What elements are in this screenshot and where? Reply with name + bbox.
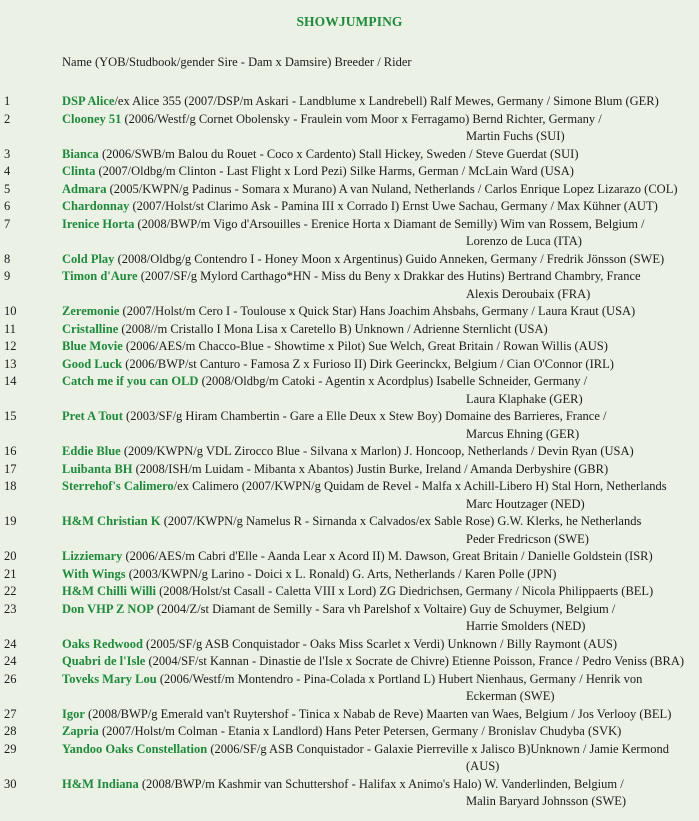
horse-name: Oaks Redwood bbox=[62, 636, 143, 651]
list-item bbox=[0, 163, 699, 181]
rider-continuation: Laura Klaphake (GER) bbox=[466, 391, 583, 406]
entry-number: 13 bbox=[4, 356, 17, 371]
entry-number: 6 bbox=[4, 199, 11, 213]
list-item bbox=[0, 706, 699, 724]
entry-number: 30 bbox=[4, 776, 17, 791]
horse-details: (2006/SWB/m Balou du Rouet - Coco x Cardento) Stall Hickey, Sweden / Steve Guerdat (SUI) bbox=[98, 146, 579, 161]
horse-name: Quabri de l'Isle bbox=[62, 654, 146, 668]
horse-details: (2007/Oldbg/m Clinton - Last Flight x Lord Pezi) Silke Harms, German / McLain Ward (USA) bbox=[95, 164, 574, 178]
entry-line bbox=[62, 268, 641, 286]
rider-continuation: Martin Fuchs (SUI) bbox=[466, 129, 565, 143]
horse-name: H&M Chilli Willi bbox=[62, 584, 156, 598]
entry-line bbox=[62, 723, 621, 741]
list-item bbox=[0, 443, 699, 461]
entry-line bbox=[62, 251, 664, 269]
horse-details: (2006/AES/m Cabri d'Elle - Aanda Lear x Acord II) M. Dawson, Great Britain / Danielle Goldstein (ISR) bbox=[122, 549, 653, 563]
horse-name: Lizziemary bbox=[62, 549, 123, 563]
horse-name: Luibanta BH bbox=[62, 461, 133, 476]
entry-number: 20 bbox=[4, 549, 17, 563]
horse-details: (2008/ISH/m Luidam - Mibanta x Abantos) Justin Burke, Ireland / Amanda Derbyshire (GBR) bbox=[132, 461, 609, 476]
list-item bbox=[0, 548, 699, 566]
list-item bbox=[0, 601, 699, 636]
horse-name: Clinta bbox=[62, 164, 96, 178]
horse-name: Eddie Blue bbox=[62, 444, 121, 458]
entry-line bbox=[62, 146, 578, 164]
horse-details: (2006/SF/g ASB Conquistador - Galaxie Pierreville x Jalisco B)Unknown / Jamie Kermond bbox=[207, 741, 669, 756]
list-item bbox=[0, 216, 699, 251]
entry-number: 21 bbox=[4, 566, 17, 581]
horse-details: (2007/Holst/m Colman - Etania x Landlord) Hans Peter Petersen, Germany / Bronislav Chudyba (SVK) bbox=[98, 724, 622, 738]
list-item bbox=[0, 303, 699, 321]
entry-line bbox=[62, 408, 606, 426]
horse-details: (2007/Holst/st Clarimo Ask - Pamina III x Corrado I) Ernst Uwe Sachau, Germany / Max Kühner (AUT) bbox=[129, 199, 658, 213]
horse-details: (2008/Holst/st Casall - Caletta VIII x Lord) ZG Diedrichsen, Germany / Nicola Philippaerts (BEL) bbox=[156, 584, 654, 598]
list-item bbox=[0, 93, 699, 111]
entry-number: 28 bbox=[4, 724, 17, 738]
entry-line bbox=[62, 321, 548, 339]
horse-name: Toveks Mary Lou bbox=[62, 671, 157, 686]
horse-details: (2004/SF/st Kannan - Dinastie de l'Isle x Socrate de Chivre) Etienne Poisson, France / Pedro Veniss (BRA) bbox=[145, 654, 685, 668]
list-item bbox=[0, 408, 699, 443]
entry-line bbox=[62, 776, 624, 794]
entry-number: 7 bbox=[4, 216, 11, 231]
list-item bbox=[0, 723, 699, 741]
entry-number: 4 bbox=[4, 164, 11, 178]
list-item bbox=[0, 268, 699, 303]
horse-details: (2008/BWP/m Kashmir van Schuttershof - Halifax x Animo's Halo) W. Vanderlinden, Belgium / bbox=[138, 776, 624, 791]
horse-name: Irenice Horta bbox=[62, 216, 135, 231]
horse-details: (2006/BWP/st Canturo - Famosa Z x Furioso II) Dirk Geerinckx, Belgium / Cian O'Connor (IRL) bbox=[122, 356, 614, 371]
horse-name: Cristalline bbox=[62, 321, 119, 336]
horse-details: (2006/AES/m Chacco-Blue - Showtime x Pilot) Sue Welch, Great Britain / Rowan Willis (AUS) bbox=[122, 339, 608, 353]
list-item bbox=[0, 338, 699, 356]
entry-number: 2 bbox=[4, 111, 11, 126]
rider-continuation: Malin Baryard Johnsson (SWE) bbox=[466, 794, 627, 808]
horse-details: (2007/Holst/m Cero I - Toulouse x Quick Star) Hans Joachim Ahsbahs, Germany / Laura Kraut (USA) bbox=[119, 304, 636, 318]
horse-name: Zeremonie bbox=[62, 304, 120, 318]
horse-details: (2008//m Cristallo I Mona Lisa x Caretello B) Unknown / Adrienne Sternlicht (USA) bbox=[118, 321, 548, 336]
entry-number: 26 bbox=[4, 671, 17, 686]
list-item bbox=[0, 181, 699, 199]
horse-details: (2006/Westf/m Montendro - Pina-Colada x Portland L) Hubert Nienhaus, Germany / Henrik von bbox=[156, 671, 643, 686]
list-item bbox=[0, 478, 699, 513]
list-item bbox=[0, 373, 699, 408]
entry-number: 19 bbox=[4, 514, 17, 528]
entry-line bbox=[62, 741, 669, 759]
rider-continuation: Marcus Ehning (GER) bbox=[466, 426, 580, 441]
horse-name: Don VHP Z NOP bbox=[62, 601, 154, 616]
entry-number: 10 bbox=[4, 304, 17, 318]
horse-name: Yandoo Oaks Constellation bbox=[62, 741, 208, 756]
horse-name: Blue Movie bbox=[62, 339, 123, 353]
entry-number: 15 bbox=[4, 409, 17, 423]
horse-name: H&M Christian K bbox=[62, 514, 161, 528]
list-item bbox=[0, 653, 699, 671]
horse-details: (2003/SF/g Hiram Chambertin - Gare a Elle Deux x Stew Boy) Domaine des Barrieres, France / bbox=[122, 409, 607, 423]
entry-line bbox=[62, 338, 608, 356]
rider-continuation: Lorenzo de Luca (ITA) bbox=[466, 234, 582, 248]
rider-continuation: Peder Fredricson (SWE) bbox=[466, 531, 589, 546]
list-item bbox=[0, 146, 699, 164]
entry-number: 29 bbox=[4, 741, 17, 756]
list-item bbox=[0, 321, 699, 339]
entry-line bbox=[62, 548, 653, 566]
rider-continuation: (AUS) bbox=[466, 759, 500, 773]
entry-number: 24 bbox=[4, 636, 17, 651]
entry-line bbox=[62, 373, 587, 391]
entry-number: 18 bbox=[4, 479, 17, 493]
entry-number: 23 bbox=[4, 601, 17, 616]
rider-continuation: Eckerman (SWE) bbox=[466, 689, 555, 703]
page-title: SHOWJUMPING bbox=[296, 14, 403, 29]
entry-line bbox=[62, 636, 617, 654]
horse-name: Admara bbox=[62, 181, 107, 196]
entry-line bbox=[62, 198, 658, 216]
list-item bbox=[0, 251, 699, 269]
horse-name: Chardonnay bbox=[62, 199, 130, 213]
horse-name: Zapria bbox=[62, 724, 99, 738]
list-item bbox=[0, 583, 699, 601]
horse-name: DSP Alice bbox=[62, 94, 115, 108]
entry-line bbox=[62, 356, 614, 374]
entry-number: 14 bbox=[4, 374, 17, 388]
entry-number: 9 bbox=[4, 269, 11, 283]
rider-continuation: Alexis Deroubaix (FRA) bbox=[466, 286, 591, 301]
column-legend: Name (YOB/Studbook/gender Sire - Dam x Damsire) Breeder / Rider bbox=[62, 55, 412, 69]
horse-details: /ex Calimero (2007/KWPN/g Quidam de Revel - Malfa x Achill-Libero H) Stal Horn, Netherlands bbox=[173, 479, 667, 493]
list-item bbox=[0, 636, 699, 654]
horse-name: Bianca bbox=[62, 146, 99, 161]
entry-line bbox=[62, 163, 574, 181]
entry-number: 3 bbox=[4, 146, 11, 161]
horse-name: Timon d'Aure bbox=[62, 269, 138, 283]
entry-line bbox=[62, 93, 659, 111]
entry-line bbox=[62, 671, 642, 689]
horse-name: Sterrehof's Calimero bbox=[62, 479, 174, 493]
list-item bbox=[0, 356, 699, 374]
list-item bbox=[0, 776, 699, 811]
entry-line bbox=[62, 706, 671, 724]
entry-number: 1 bbox=[4, 94, 11, 108]
horse-details: (2008/Oldbg/g Contendro I - Honey Moon x Argentinus) Guido Anneken, Germany / Fredrik Jönsson (SWE) bbox=[114, 251, 665, 266]
entry-line bbox=[62, 583, 653, 601]
entry-number: 16 bbox=[4, 444, 17, 458]
entry-line bbox=[62, 303, 635, 321]
horse-details: (2004/Z/st Diamant de Semilly - Sara vh Parelshof x Voltaire) Guy de Schuymer, Belgium / bbox=[153, 601, 616, 616]
horse-details: (2008/BWP/m Vigo d'Arsouilles - Erenice Horta x Diamant de Semilly) Wim van Rossem, Belgium / bbox=[134, 216, 645, 231]
horse-details: (2008/Oldbg/m Catoki - Agentin x Acordplus) Isabelle Schneider, Germany / bbox=[198, 374, 588, 388]
list-item bbox=[0, 513, 699, 548]
horse-name: Cold Play bbox=[62, 251, 115, 266]
list-item bbox=[0, 111, 699, 146]
horse-details: (2007/KWPN/g Namelus R - Sirnanda x Calvados/ex Sable Rose) G.W. Klerks, he Netherlands bbox=[160, 514, 642, 528]
horse-details: /ex Alice 355 (2007/DSP/m Askari - Landblume x Landrebell) Ralf Mewes, Germany / Simone Blum (GER) bbox=[114, 94, 659, 108]
horse-details: (2005/KWPN/g Padinus - Somara x Murano) A van Nuland, Netherlands / Carlos Enrique Lopez Lizarazo (COL) bbox=[106, 181, 678, 196]
horse-name: Catch me if you can OLD bbox=[62, 374, 199, 388]
entry-line bbox=[62, 653, 684, 671]
list-item bbox=[0, 566, 699, 584]
entry-number: 27 bbox=[4, 706, 17, 721]
entry-number: 17 bbox=[4, 461, 17, 476]
entry-number: 11 bbox=[4, 321, 17, 336]
entry-number: 8 bbox=[4, 251, 11, 266]
entry-line bbox=[62, 478, 667, 496]
horse-name: Igor bbox=[62, 706, 85, 721]
horse-name: Good Luck bbox=[62, 356, 123, 371]
list-item bbox=[0, 198, 699, 216]
entry-line bbox=[62, 601, 615, 619]
horse-name: With Wings bbox=[62, 566, 126, 581]
horse-details: (2006/Westf/g Cornet Obolensky - Fraulein vom Moor x Ferragamo) Bernd Richter, Germany / bbox=[121, 111, 602, 126]
horse-name: Clooney 51 bbox=[62, 111, 122, 126]
horse-details: (2008/BWP/g Emerald van't Ruytershof - Tinica x Nabab de Reve) Maarten van Waes, Belgium / Jos Verlooy (BEL) bbox=[84, 706, 672, 721]
entry-number: 22 bbox=[4, 584, 17, 598]
horse-name: H&M Indiana bbox=[62, 776, 139, 791]
list-item bbox=[0, 671, 699, 706]
rider-continuation: Harrie Smolders (NED) bbox=[466, 619, 586, 633]
entry-line bbox=[62, 461, 608, 479]
entry-line bbox=[62, 216, 645, 234]
entry-number: 24 bbox=[4, 654, 17, 668]
horse-details: (2009/KWPN/g VDL Zirocco Blue - Silvana x Marlon) J. Honcoop, Netherlands / Devin Ryan (USA) bbox=[120, 444, 634, 458]
horse-name: Pret A Tout bbox=[62, 409, 123, 423]
rider-continuation: Marc Houtzager (NED) bbox=[466, 496, 585, 511]
horse-details: (2003/KWPN/g Larino - Doici x L. Ronald) G. Arts, Netherlands / Karen Polle (JPN) bbox=[125, 566, 557, 581]
entry-number: 5 bbox=[4, 181, 11, 196]
entry-line bbox=[62, 181, 678, 199]
horse-details: (2005/SF/g ASB Conquistador - Oaks Miss Scarlet x Verdi) Unknown / Billy Raymont (AUS) bbox=[142, 636, 618, 651]
list-item bbox=[0, 461, 699, 479]
list-item bbox=[0, 741, 699, 776]
entry-line bbox=[62, 566, 556, 584]
entry-line bbox=[62, 443, 634, 461]
horse-details: (2007/SF/g Mylord Carthago*HN - Miss du Beny x Drakkar des Hutins) Bertrand Chambry, France bbox=[137, 269, 641, 283]
entry-line bbox=[62, 513, 641, 531]
entry-line bbox=[62, 111, 602, 129]
entry-number: 12 bbox=[4, 339, 17, 353]
